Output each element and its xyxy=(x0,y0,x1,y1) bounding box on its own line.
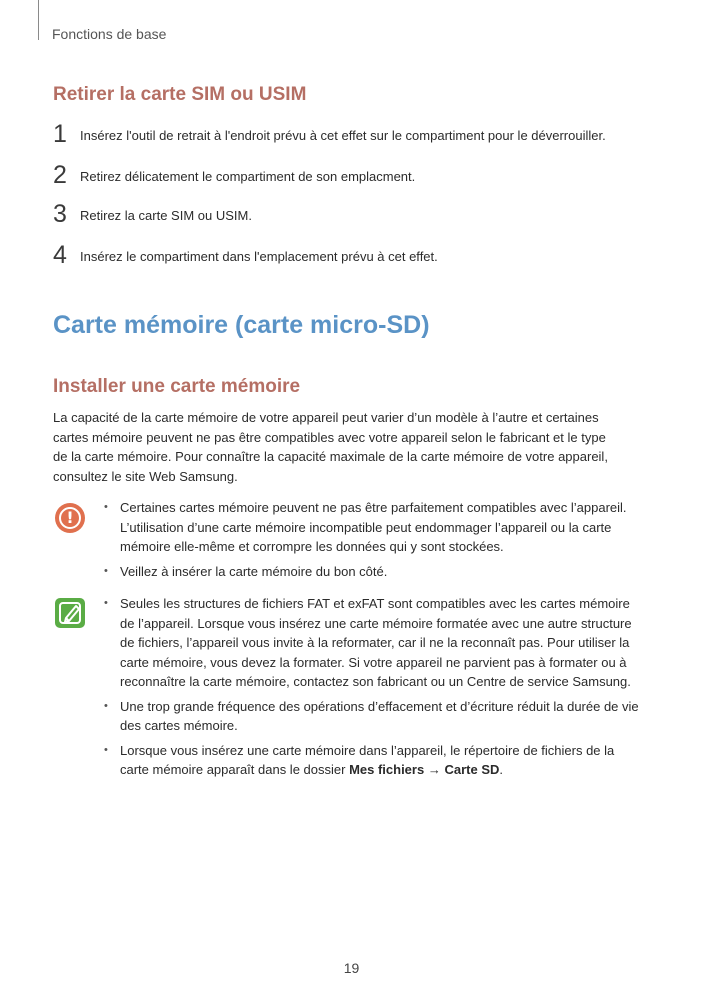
sentence-end: . xyxy=(499,762,504,777)
step-number: 2 xyxy=(53,161,67,189)
header-divider xyxy=(38,0,39,40)
bullet-text: Une trop grande fréquence des opérations d’effacement et d’écriture réduit la durée de vie des cartes mémoire. xyxy=(120,698,639,733)
bullet-icon: • xyxy=(104,564,108,577)
bullet-icon: • xyxy=(104,597,108,609)
step-text: Insérez l'outil de retrait à l'endroit prévu à cet effet sur le compartiment pour le déverrouiller. xyxy=(80,128,606,143)
folder-name: Mes fichiers xyxy=(349,762,425,777)
intro-paragraph xyxy=(53,408,643,486)
bullet-text: Seules les structures de fichiers FAT et exFAT sont compatibles avec les cartes mémoire de l’appareil. Lorsque vous insérez une carte mémoire formatée avec une autre structure de fichiers, l’appareil vous invite à la reformater, car il ne la reconnaît pas. Pour utiliser la carte mémoire, vous devez la formater. Si votre appareil ne parvient pas à formater ou à reconnaître la carte mémoire, contactez son fabricant ou un Centre de service Samsung. xyxy=(120,596,632,689)
bullet-text: Lorsque vous insérez une carte mémoire dans l’appareil, le répertoire de fichiers de la carte mémoire apparaît dans le dossier xyxy=(120,742,615,777)
list-item xyxy=(104,741,644,780)
arrow-icon: → xyxy=(427,762,441,777)
warning-list xyxy=(104,498,644,586)
bullet-text: Veillez à insérer la carte mémoire du bon côté. xyxy=(120,563,388,579)
note-icon xyxy=(55,598,85,628)
bullet-icon: • xyxy=(104,743,108,756)
note-list xyxy=(104,594,644,785)
paragraph-line: cartes mémoire peuvent ne pas être compatibles avec votre appareil selon le fabricant et le type xyxy=(53,429,606,445)
section-heading: Installer une carte mémoire xyxy=(53,376,301,397)
step-text: Insérez le compartiment dans l'emplacement prévu à cet effet. xyxy=(80,249,438,264)
step-2 xyxy=(53,161,653,193)
list-item xyxy=(104,697,644,736)
step-text: Retirez délicatement le compartiment de son emplacment. xyxy=(80,169,416,184)
step-3 xyxy=(53,200,653,232)
sim-section-heading: Retirer la carte SIM ou USIM xyxy=(53,84,307,105)
step-number: 3 xyxy=(53,200,67,228)
step-4 xyxy=(53,241,653,273)
bullet-icon: • xyxy=(104,501,108,513)
list-item xyxy=(104,594,644,692)
bullet-text: Certaines cartes mémoire peuvent ne pas être parfaitement compatibles avec l’appareil. L’utilisation d’une carte mémoire incompatible peut endommager l’appareil ou la carte mémoire elle-même et corrompre les données qui y sont stockées. xyxy=(120,500,627,554)
paragraph-line: consultez le site Web Samsung. xyxy=(53,468,238,484)
bullet-icon: • xyxy=(104,699,108,712)
list-item xyxy=(104,562,644,582)
step-1 xyxy=(53,120,653,152)
chapter-heading: Carte mémoire (carte micro-SD) xyxy=(53,311,430,339)
header-section-title: Fonctions de base xyxy=(52,26,167,42)
step-number: 4 xyxy=(53,241,67,269)
paragraph-line: La capacité de la carte mémoire de votre appareil peut varier d’un modèle à l’autre et certaines xyxy=(53,410,599,425)
page-number: 19 xyxy=(343,960,360,976)
paragraph-line: de la carte mémoire. Pour connaître la capacité maximale de la carte mémoire de votre appareil, xyxy=(53,449,608,464)
caution-icon xyxy=(55,503,85,533)
subfolder-name: Carte SD xyxy=(444,762,500,777)
list-item xyxy=(104,498,644,557)
step-text: Retirez la carte SIM ou USIM. xyxy=(80,208,252,223)
step-number: 1 xyxy=(53,120,67,148)
